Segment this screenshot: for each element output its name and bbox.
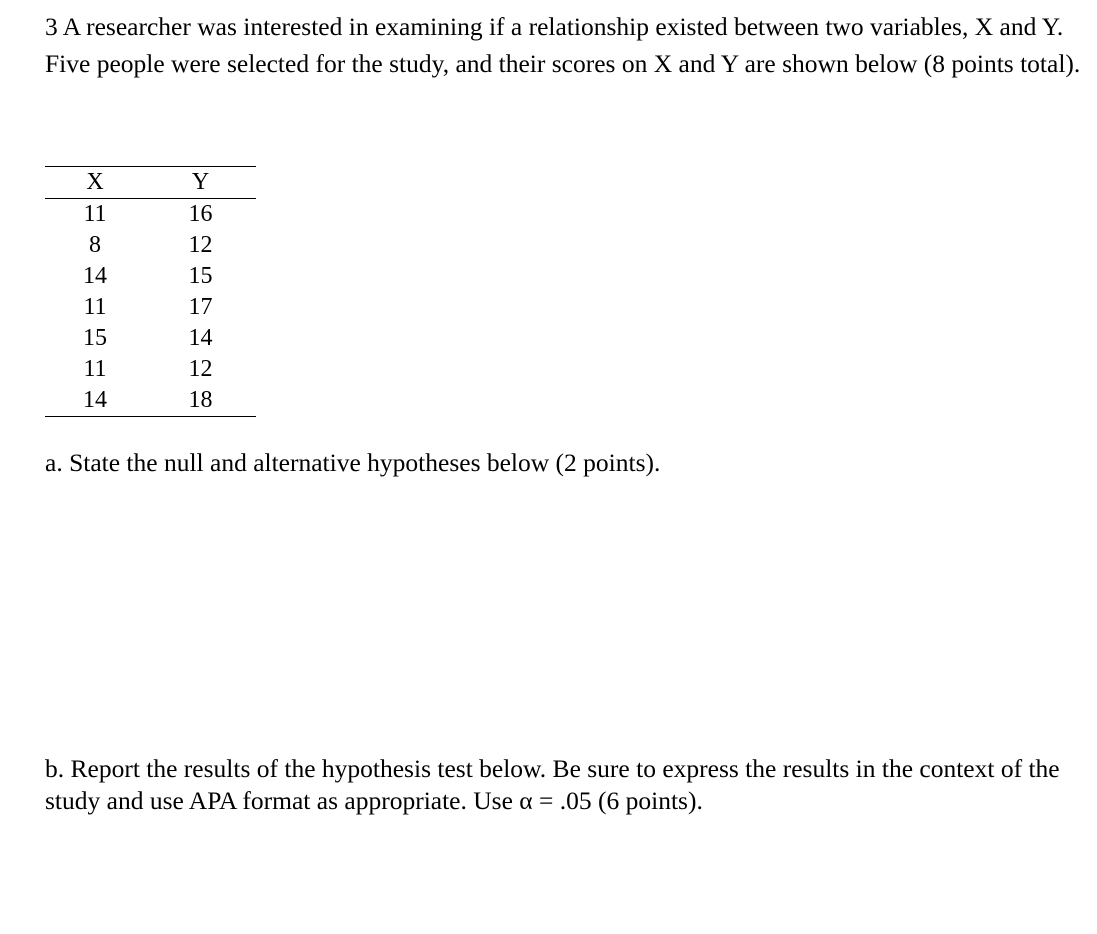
cell-x: 11 [83,201,107,227]
question-intro: 3 A researcher was interested in examining if a relationship existed between two variables, X and Y. Five people were selected for the study, and their scores on X and Y are shown below (8 points total). [45,12,1081,78]
cell-y: 17 [188,294,213,320]
cell-y: 16 [188,201,213,227]
cell-x: 8 [89,232,101,258]
part-a-prompt: a. State the null and alternative hypotheses below (2 points). [45,448,661,477]
table-row [45,385,256,417]
cell-x: 11 [83,356,107,382]
column-header-y: Y [145,167,256,199]
cell-x: 14 [83,263,107,289]
cell-y: 15 [188,263,213,289]
data-table [45,166,256,417]
cell-x: 14 [45,385,145,417]
cell-y: 18 [145,385,256,417]
table-header-row [45,167,256,199]
table-row [45,261,256,292]
table-row [45,323,256,354]
cell-y: 12 [188,356,213,382]
table-row [45,354,256,385]
table-row [45,199,256,231]
table-row [45,230,256,261]
cell-y: 14 [188,325,213,351]
cell-x: 15 [83,325,107,351]
cell-x: 11 [83,294,107,320]
cell-y: 12 [188,232,213,258]
part-b-prompt: b. Report the results of the hypothesis test below. Be sure to express the results in the context of the study and use APA format as appropriate. Use α = .05 (6 points). [45,754,1060,815]
column-header-x: X [45,167,145,199]
table-row [45,292,256,323]
